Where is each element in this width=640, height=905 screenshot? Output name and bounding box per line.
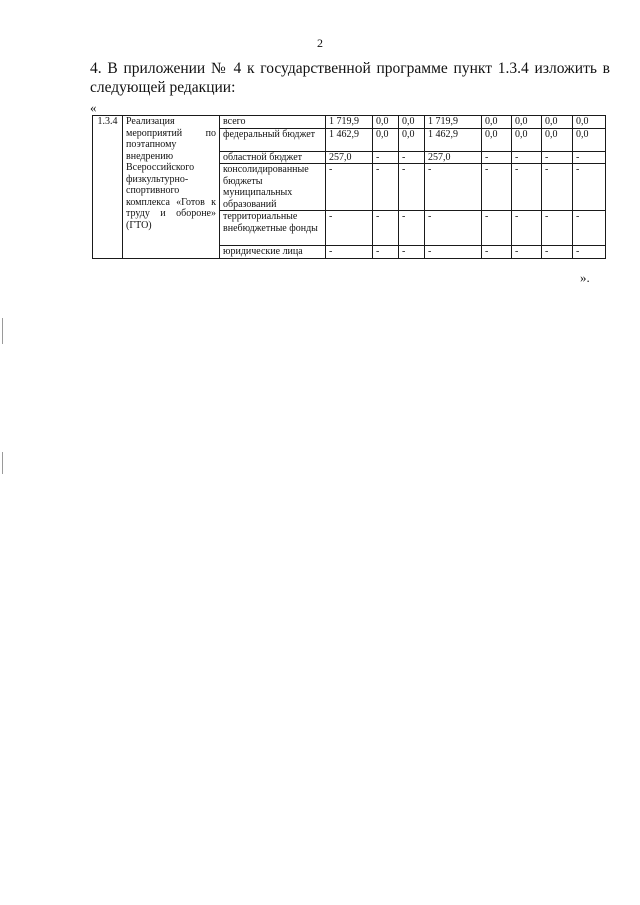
amount-cell: - (326, 211, 373, 246)
amount-cell: - (425, 211, 482, 246)
amount-cell: - (399, 151, 425, 164)
amount-cell: 0,0 (399, 116, 425, 129)
amount-cell: - (399, 164, 425, 211)
amount-cell: 0,0 (373, 128, 399, 151)
amount-cell: - (512, 164, 542, 211)
amount-cell: - (482, 211, 512, 246)
amount-cell: 0,0 (542, 116, 573, 129)
funding-source-cell: федеральный бюджет (220, 128, 326, 151)
amount-cell: - (573, 151, 606, 164)
amount-cell: - (373, 151, 399, 164)
amount-cell: 1 462,9 (425, 128, 482, 151)
amount-cell: 0,0 (399, 128, 425, 151)
amount-cell: 0,0 (573, 116, 606, 129)
amount-cell: - (542, 164, 573, 211)
amount-cell: - (326, 164, 373, 211)
funding-source-cell: юридические лица (220, 246, 326, 259)
funding-source-cell: областной бюджет (220, 151, 326, 164)
scan-edge-mark (2, 318, 3, 344)
scan-edge-mark (2, 452, 3, 474)
amount-cell: - (542, 211, 573, 246)
amount-cell: 257,0 (326, 151, 373, 164)
amount-cell: - (326, 246, 373, 259)
closing-quote: ». (580, 270, 590, 285)
amount-cell: - (512, 211, 542, 246)
amount-cell: - (399, 246, 425, 259)
intro-paragraph: 4. В приложении № 4 к государственной программе пункт 1.3.4 изложить в следующей редакции: (90, 60, 610, 96)
amount-cell: - (512, 246, 542, 259)
amount-cell: - (482, 164, 512, 211)
amount-cell: - (573, 246, 606, 259)
page-number: 2 (317, 36, 323, 50)
amount-cell: 1 462,9 (326, 128, 373, 151)
amount-cell: 0,0 (482, 116, 512, 129)
funding-source-cell: всего (220, 116, 326, 129)
amount-cell: - (542, 151, 573, 164)
opening-quote: « (90, 100, 97, 115)
amount-cell: - (373, 164, 399, 211)
amount-cell: 1 719,9 (425, 116, 482, 129)
amount-cell: 0,0 (512, 128, 542, 151)
table-row (93, 116, 606, 129)
amount-cell: 257,0 (425, 151, 482, 164)
amount-cell: - (399, 211, 425, 246)
funding-source-cell: консолидированные бюджеты муниципальных образований (220, 164, 326, 211)
amount-cell: 0,0 (512, 116, 542, 129)
amount-cell: 0,0 (573, 128, 606, 151)
amount-cell: 0,0 (373, 116, 399, 129)
amount-cell: - (573, 164, 606, 211)
measure-description-cell: Реализация мероприятий по поэтапному внедрению Всероссийского физкультурно-спортивного комплекса «Готов к труду и обороне» (ГТО) (123, 116, 220, 259)
amount-cell: 1 719,9 (326, 116, 373, 129)
amount-cell: 0,0 (542, 128, 573, 151)
amount-cell: - (373, 246, 399, 259)
amount-cell: 0,0 (482, 128, 512, 151)
amount-cell: - (482, 246, 512, 259)
funding-table (92, 115, 606, 259)
item-number-cell: 1.3.4 (93, 116, 123, 259)
amount-cell: - (542, 246, 573, 259)
amount-cell: - (425, 246, 482, 259)
amount-cell: - (512, 151, 542, 164)
amount-cell: - (425, 164, 482, 211)
funding-source-cell: территориальные внебюджетные фонды (220, 211, 326, 246)
amount-cell: - (373, 211, 399, 246)
amount-cell: - (573, 211, 606, 246)
amount-cell: - (482, 151, 512, 164)
